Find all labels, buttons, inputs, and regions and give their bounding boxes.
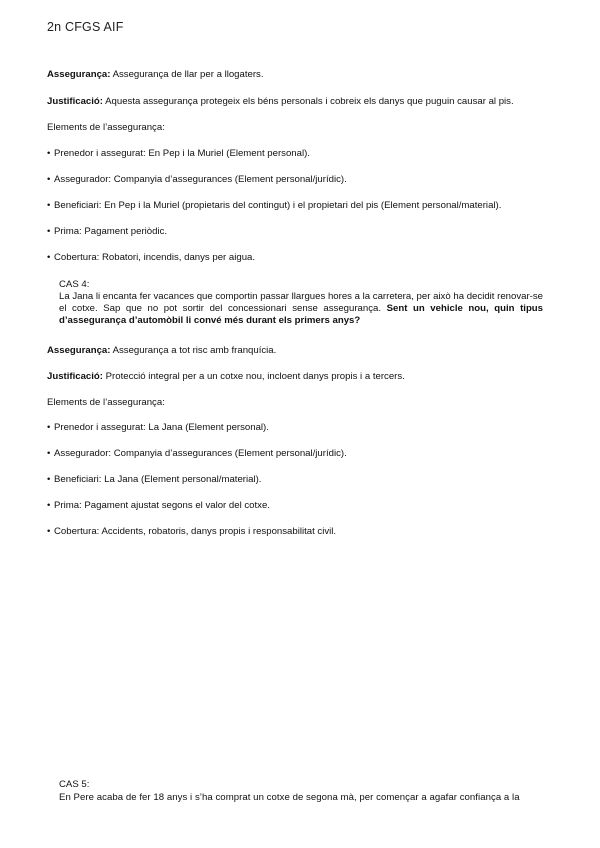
bullet-item bbox=[47, 252, 255, 264]
justification-value: Aquesta assegurança protegeix els béns personals i cobreix els danys que puguin causar al pis. bbox=[102, 96, 514, 107]
case-5-statement: En Pere acaba de fer 18 anys i s’ha comprat un cotxe de segona mà, per començar a agafar confiança a la bbox=[59, 792, 520, 803]
insurance-value: Assegurança a tot risc amb franquícia. bbox=[110, 345, 277, 356]
bullet-icon: • bbox=[47, 174, 51, 185]
bullet-label: Assegurador: bbox=[54, 448, 112, 459]
bullet-icon: • bbox=[47, 226, 51, 237]
justification-line-2 bbox=[47, 371, 405, 383]
insurance-type-line-2 bbox=[47, 345, 276, 357]
bullet-label: Prima: bbox=[54, 500, 82, 511]
bullet-icon: • bbox=[47, 474, 51, 485]
elements-heading-1: Elements de l’assegurança: bbox=[47, 122, 165, 133]
bullet-item bbox=[47, 226, 167, 238]
bullet-value: Accidents, robatoris, danys propis i responsabilitat civil. bbox=[99, 526, 337, 537]
insurance-label: Assegurança: bbox=[47, 345, 111, 356]
bullet-value: La Jana (Element personal/material). bbox=[101, 474, 262, 485]
bullet-item bbox=[47, 148, 310, 160]
justification-label: Justificació: bbox=[47, 96, 103, 107]
bullet-icon: • bbox=[47, 422, 51, 433]
bullet-label: Beneficiari: bbox=[54, 474, 102, 485]
bullet-icon: • bbox=[47, 526, 51, 537]
bullet-label: Beneficiari: bbox=[54, 200, 102, 211]
bullet-item bbox=[47, 200, 501, 212]
bullet-icon: • bbox=[47, 500, 51, 511]
bullet-value: Companyia d’assegurances (Element personal/jurídic). bbox=[111, 174, 347, 185]
justification-label: Justificació: bbox=[47, 371, 103, 382]
bullet-value: En Pep i la Muriel (propietaris del contingut) i el propietari del pis (Element personal/material). bbox=[101, 200, 502, 211]
bullet-label: Cobertura: bbox=[54, 252, 100, 263]
bullet-value: La Jana (Element personal). bbox=[145, 422, 269, 433]
justification-line-1 bbox=[47, 96, 514, 108]
bullet-item bbox=[47, 174, 347, 186]
bullet-value: Companyia d’assegurances (Element personal/jurídic). bbox=[111, 448, 347, 459]
justification-value: Protecció integral per a un cotxe nou, incloent danys propis i a tercers. bbox=[102, 371, 405, 382]
bullet-item bbox=[47, 448, 347, 460]
insurance-label: Assegurança: bbox=[47, 69, 111, 80]
bullet-value: Pagament periòdic. bbox=[81, 226, 168, 237]
bullet-item bbox=[47, 526, 336, 538]
bullet-label: Assegurador: bbox=[54, 174, 112, 185]
bullet-icon: • bbox=[47, 252, 51, 263]
insurance-type-line-1 bbox=[47, 69, 264, 81]
bullet-icon: • bbox=[47, 200, 51, 211]
case-5-title: CAS 5: bbox=[59, 779, 90, 790]
bullet-value: Pagament ajustat segons el valor del cotxe. bbox=[81, 500, 270, 511]
case-4-title: CAS 4: bbox=[59, 279, 90, 290]
bullet-label: Prima: bbox=[54, 226, 82, 237]
bullet-label: Cobertura: bbox=[54, 526, 100, 537]
bullet-item bbox=[47, 500, 270, 512]
bullet-icon: • bbox=[47, 448, 51, 459]
bullet-item bbox=[47, 474, 261, 486]
elements-heading-2: Elements de l’assegurança: bbox=[47, 397, 165, 408]
bullet-item bbox=[47, 422, 269, 434]
insurance-value: Assegurança de llar per a llogaters. bbox=[110, 69, 264, 80]
document-header: 2n CFGS AIF bbox=[47, 20, 124, 34]
bullet-label: Prenedor i assegurat: bbox=[54, 148, 146, 159]
bullet-value: Robatori, incendis, danys per aigua. bbox=[99, 252, 256, 263]
bullet-icon: • bbox=[47, 148, 51, 159]
bullet-value: En Pep i la Muriel (Element personal). bbox=[145, 148, 310, 159]
case-4-statement bbox=[59, 291, 543, 328]
bullet-label: Prenedor i assegurat: bbox=[54, 422, 146, 433]
case-4-text: La Jana li encanta fer vacances que comportin passar llargues hores a la carretera, per això ha decidit renovar-se el cotxe. Sap que no pot sortir del concessionari sense assegurança. bbox=[59, 291, 543, 315]
case-4-question: Sent un vehicle nou, quin tipus d’assegurança d’automòbil li convé més durant els primers anys? bbox=[59, 303, 544, 327]
